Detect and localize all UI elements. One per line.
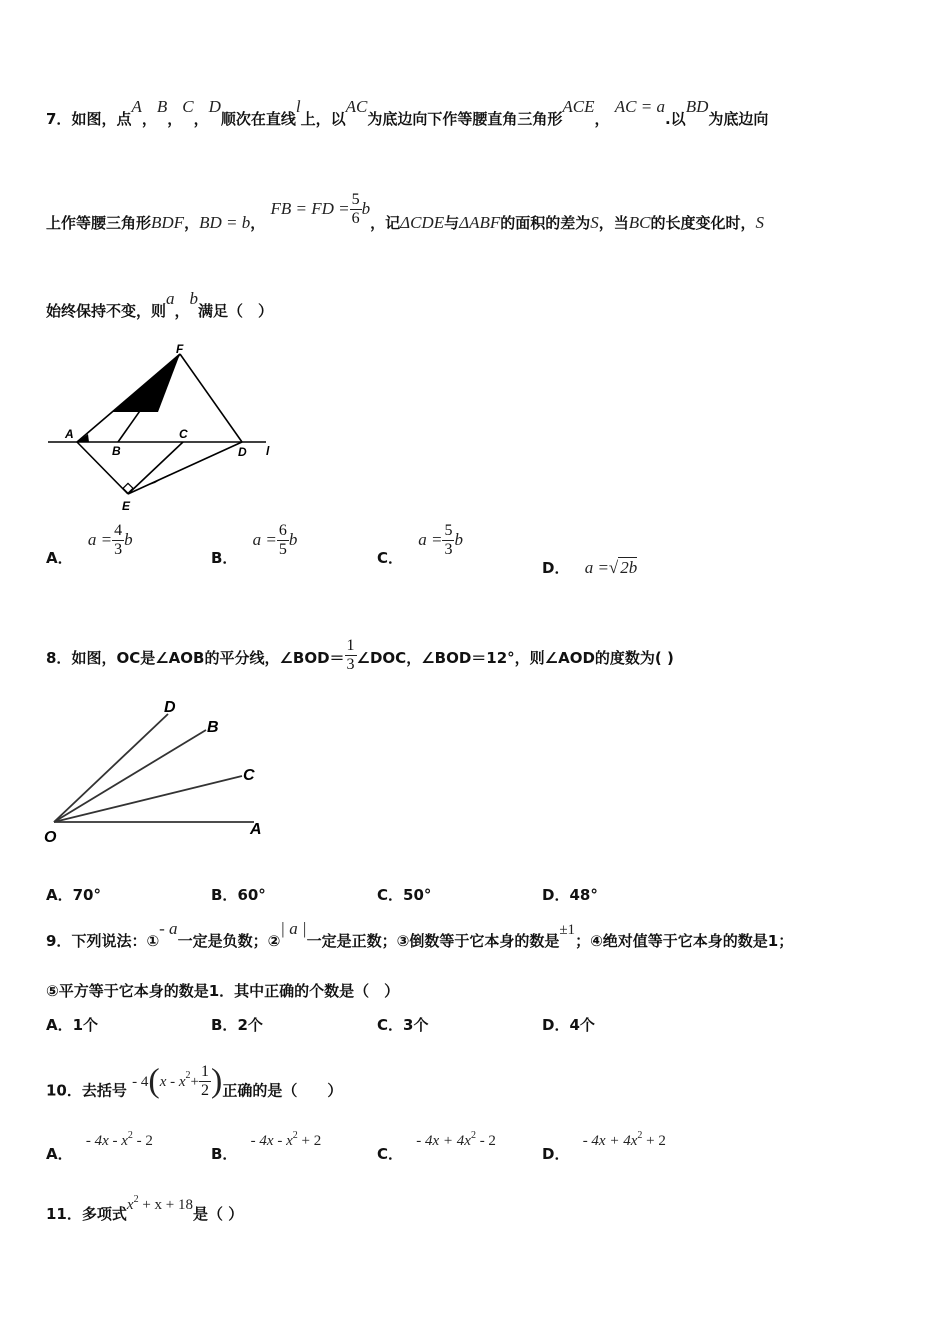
q10-expression (132, 1062, 223, 1099)
comma: ， (184, 214, 200, 232)
q7-text: 始终保持不变，则 (46, 302, 167, 320)
option-value: 3个 (403, 1016, 429, 1034)
ray-ob (54, 730, 206, 822)
option-label: D． (542, 886, 570, 904)
segment-ce (128, 442, 183, 494)
fraction-numerator: 5 (444, 522, 453, 539)
q9-option-b[interactable] (211, 1014, 263, 1035)
option-label: B． (211, 886, 238, 904)
fraction-numerator: 4 (114, 522, 123, 539)
ray-od (54, 714, 168, 822)
q7-line1 (46, 97, 769, 129)
var-s: S (590, 213, 599, 232)
option-fraction (442, 522, 454, 559)
point-c: C (182, 97, 194, 116)
fraction-1-2 (199, 1063, 211, 1100)
option-value: 2个 (237, 1016, 263, 1034)
expr-coefficient: - 4 (132, 1073, 149, 1090)
option-value: 70° (72, 886, 101, 904)
abs-a: | a | (280, 919, 307, 938)
q8-option-a[interactable] (46, 884, 101, 905)
line-l: l (295, 97, 301, 116)
q7-text: .以 (664, 110, 686, 128)
exponent: 2 (133, 1194, 139, 1205)
q9-text: ；④绝对值等于它本身的数是1； (575, 932, 794, 950)
option-lhs: a = (418, 530, 443, 549)
label-d: D (164, 699, 176, 716)
var-b: b (189, 289, 199, 308)
q9-text: 下列说法：① (71, 932, 160, 950)
plus-sign: + (190, 1073, 199, 1090)
fraction-numerator: 1 (200, 1062, 209, 1080)
option-lhs: a = (252, 530, 277, 549)
expr-inner: x - x (159, 1073, 186, 1090)
option-label: B． (211, 1145, 238, 1163)
comma: ， (594, 110, 610, 128)
triangle-bdf: BDF (151, 213, 185, 232)
fraction-denominator: 3 (346, 656, 355, 673)
q9-option-a[interactable] (46, 1014, 98, 1035)
fraction-numerator: 5 (351, 191, 360, 208)
fb-eq-fd: FB = FD = (270, 199, 350, 218)
fraction-denominator: 2 (200, 1081, 209, 1099)
fraction-denominator: 3 (444, 541, 453, 558)
q10-option-c[interactable] (377, 1130, 496, 1164)
option-expr: - 4x - x (250, 1133, 293, 1149)
q7-text: 与 (444, 214, 460, 232)
q9-line2 (46, 980, 399, 1001)
option-expr: - 4x + 4x (582, 1133, 638, 1149)
angle-mark-a (77, 434, 89, 442)
q9-option-d[interactable] (542, 1014, 595, 1035)
neg-a: - a (159, 919, 178, 938)
label-f: F (176, 342, 184, 356)
segment-ac: AC (345, 97, 368, 116)
var-s: S (755, 213, 765, 232)
label-b: B (207, 719, 219, 736)
q7-number: 7． (46, 110, 72, 128)
q9-number: 9． (46, 932, 72, 950)
option-tail: + 2 (297, 1133, 322, 1149)
q9-line1 (46, 919, 794, 951)
q9-text: 一定是负数；② (177, 932, 281, 950)
right-paren: ) (210, 1062, 223, 1099)
option-lhs: a = (584, 558, 609, 577)
q10-text: 正确的是（ ） (222, 1081, 343, 1100)
q7-text: 为底边向下作等腰直角三角形 (367, 110, 563, 128)
label-c: C (179, 427, 188, 441)
q7-line3 (46, 289, 274, 321)
option-label: A． (46, 886, 73, 904)
label-l: l (266, 444, 270, 458)
exponent: 2 (292, 1130, 298, 1141)
option-expr: - 4x - x (85, 1133, 128, 1149)
fraction-1-3 (345, 637, 357, 674)
q7-text: 上作等腰三角形 (46, 214, 152, 232)
point-b: B (156, 97, 168, 116)
comma: ， (167, 110, 183, 128)
option-value: 1个 (72, 1016, 99, 1034)
option-fraction (277, 522, 289, 559)
label-c: C (243, 767, 255, 784)
q10-text: 去括号 (81, 1081, 127, 1100)
option-lhs: a = (87, 530, 113, 549)
q10-option-a[interactable] (46, 1130, 153, 1164)
option-value: 48° (569, 886, 598, 904)
q11-line1 (46, 1194, 244, 1224)
q9-text: 一定是正数；③倒数等于它本身的数是 (306, 932, 560, 950)
q11-text: 是（ ） (192, 1205, 244, 1223)
q7-text: ，当 (598, 214, 629, 232)
fraction-denominator: 6 (351, 210, 360, 227)
segment-fd (180, 354, 242, 442)
fraction-denominator: 3 (114, 541, 123, 558)
option-label: A． (46, 549, 73, 567)
q7-figure (40, 342, 280, 517)
option-value: 50° (403, 886, 432, 904)
option-label: A． (46, 1016, 73, 1034)
q8-number: 8． (46, 649, 72, 667)
q7-text: 如图，点 (71, 110, 132, 128)
exponent: 2 (127, 1130, 133, 1141)
option-rhs: b (288, 530, 298, 549)
option-expr: - 4x + 4x (416, 1133, 471, 1149)
exponent: 2 (185, 1069, 191, 1081)
label-b: B (112, 444, 121, 458)
option-label: B． (211, 1016, 238, 1034)
sqrt-icon: √ (608, 558, 619, 577)
q8-text: ∠DOC，∠BOD＝12°，则∠AOD的度数为( ) (356, 649, 674, 667)
q7-line2 (46, 191, 765, 242)
option-label: B． (211, 549, 238, 567)
label-a: A (65, 427, 74, 441)
option-value: 60° (237, 886, 266, 904)
option-label: D． (542, 1016, 570, 1034)
option-label: D． (542, 1145, 570, 1163)
q7-text: 上，以 (300, 110, 346, 128)
ac-eq-a: AC = a (614, 97, 665, 116)
ray-oc (54, 776, 242, 822)
left-paren: ( (148, 1062, 160, 1099)
q7-text: 的面积的差为 (500, 214, 591, 232)
option-rhs: b (124, 530, 133, 549)
q10-option-d[interactable] (542, 1130, 666, 1164)
q9-text: ⑤平方等于它本身的数是1．其中正确的个数是（ ） (46, 982, 400, 1000)
option-label: C． (377, 1016, 404, 1034)
label-e: E (122, 499, 131, 513)
expr-rest: + x + 18 (138, 1197, 193, 1213)
option-fraction (112, 522, 124, 559)
q10-line1 (46, 1062, 343, 1110)
option-value: 4个 (569, 1016, 595, 1034)
q8-figure (40, 690, 280, 850)
var-x: x (126, 1197, 134, 1213)
triangle-cde: ΔCDE (400, 213, 445, 232)
q7-text: 满足（ ） (198, 302, 274, 320)
q7-text: 顺次在直线 (220, 110, 296, 128)
q7-option-b[interactable] (211, 522, 298, 577)
option-tail: - 2 (475, 1133, 496, 1149)
plus-minus-one: ±1 (559, 922, 576, 938)
option-rhs: b (454, 530, 463, 549)
fraction-numerator: 6 (278, 522, 287, 539)
fraction-denominator: 5 (278, 541, 287, 558)
option-label: C． (377, 549, 404, 567)
option-label: A． (46, 1145, 73, 1163)
var-b: b (361, 199, 371, 218)
option-label: C． (377, 1145, 404, 1163)
q7-option-d[interactable] (542, 557, 637, 578)
label-d: D (238, 445, 247, 459)
q8-text: 如图，OC是∠AOB的平分线，∠BOD＝ (71, 649, 345, 667)
fraction-5-6 (350, 191, 362, 228)
option-label: C． (377, 886, 404, 904)
option-tail: - 2 (132, 1133, 153, 1149)
exponent: 2 (470, 1130, 476, 1141)
comma: ， (141, 110, 157, 128)
option-radicand: 2b (620, 558, 638, 577)
q8-line1 (46, 637, 674, 677)
point-a: A (131, 97, 142, 116)
triangle-ace: ACE (562, 97, 595, 116)
q7-text: ，记 (370, 214, 401, 232)
exponent: 2 (637, 1130, 643, 1141)
q8-option-c[interactable] (377, 884, 431, 905)
option-tail: + 2 (642, 1133, 666, 1149)
q11-text: 多项式 (81, 1205, 127, 1223)
q8-option-b[interactable] (211, 884, 266, 905)
var-a: a (166, 289, 175, 308)
option-label: D． (542, 559, 570, 577)
bd-eq-b: BD = b (199, 213, 251, 232)
q7-option-a[interactable] (46, 522, 133, 577)
q8-option-d[interactable] (542, 884, 598, 905)
comma: ， (250, 214, 266, 232)
q10-number: 10． (46, 1081, 82, 1100)
segment-bc: BC (628, 213, 651, 232)
label-a: A (250, 821, 262, 838)
q7-text: 的长度变化时， (650, 214, 756, 232)
q10-option-b[interactable] (211, 1130, 322, 1164)
q9-option-c[interactable] (377, 1014, 428, 1035)
fraction-numerator: 1 (346, 637, 355, 654)
point-d: D (208, 97, 221, 116)
q7-text: 为底边向 (708, 110, 769, 128)
q11-expression (127, 1195, 193, 1213)
segment-bd: BD (685, 97, 709, 116)
label-o: O (44, 829, 57, 846)
comma: ， (193, 110, 209, 128)
q7-option-c[interactable] (377, 522, 463, 577)
triangle-abf: ΔABF (459, 213, 501, 232)
q11-number: 11． (46, 1205, 82, 1223)
comma: ， (174, 302, 190, 320)
